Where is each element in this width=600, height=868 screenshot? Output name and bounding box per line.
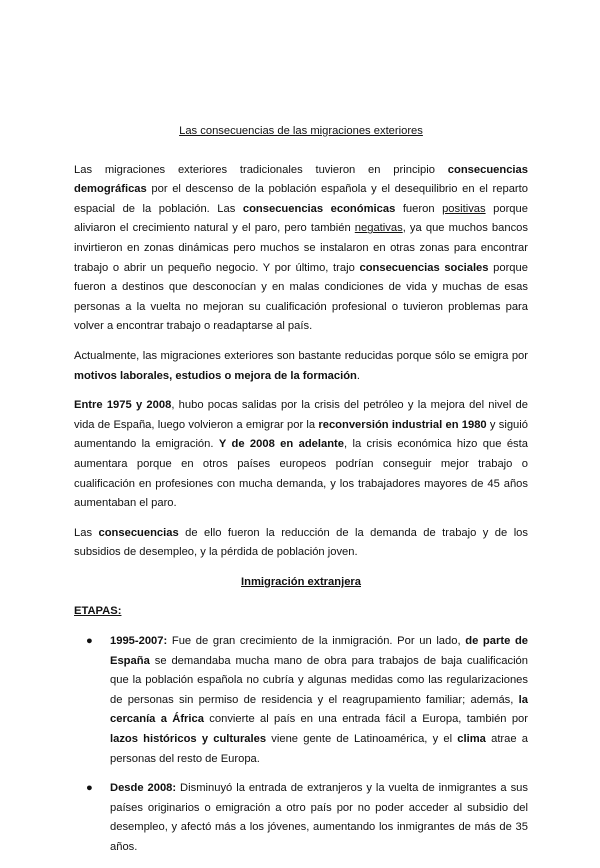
- text: , la crisis económica hizo que ésta aumentara porque en otros países europeos podrían conseguir mejor trabajo o cualificación en profesiones con mucha demanda, y los trabajadores mayores de 45 años aumentaban el paro.: [74, 438, 528, 510]
- text: , ya que muchos bancos invirtieron en zonas dinámicas pero muchos se instalaron en otras zonas para encontrar trabajo o abrir un pequeño negocio. Y por último, trajo: [74, 222, 528, 274]
- bold-text: de parte de España: [110, 635, 528, 667]
- text: y siguió aumentando la emigración.: [74, 418, 528, 451]
- bullet-icon: ●: [86, 635, 93, 648]
- bold-text: Y de 2008 en adelante: [218, 438, 344, 451]
- document-title: Las consecuencias de las migraciones exteriores: [179, 125, 423, 137]
- underlined-text: positivas: [442, 202, 486, 215]
- bold-text: consecuencias sociales: [359, 261, 489, 274]
- bold-text: consecuencias económicas: [242, 202, 396, 215]
- bold-text: motivos laborales, estudios o mejora de la formación: [74, 369, 357, 382]
- text: por el descenso de la población española y el desequilibrio en el reparto espacial de la población. Las: [74, 183, 528, 215]
- bold-text: consecuencias demográficas: [74, 163, 528, 196]
- stages-list: [74, 632, 528, 858]
- text: porque fueron a destinos que desconocían y en malas condiciones de vida y muchas de esas personas a la vuelta no mejoran su cualificación profesional o tuvieron problemas para volver a encontrar trabajo o readaptarse al país.: [74, 261, 528, 333]
- text: convierte al país en una entrada fácil a Europa, también por: [203, 713, 528, 726]
- paragraph-effects: [74, 524, 528, 563]
- section-title-text: Inmigración extranjera: [241, 575, 361, 588]
- bullet-icon: ●: [86, 782, 93, 795]
- bold-text: Desde 2008:: [110, 782, 177, 795]
- bold-text: 1995-2007:: [110, 635, 168, 648]
- text: atrae a personas del resto de Europa.: [110, 733, 529, 765]
- section-title: [74, 573, 528, 593]
- text: Las: [74, 526, 99, 539]
- text: porque aliviaron el crecimiento natural y el paro, pero también: [74, 202, 528, 235]
- bold-text: clima: [457, 733, 486, 746]
- text: fueron: [395, 202, 443, 215]
- text: , hubo pocas salidas por la crisis del petróleo y la mejora del nivel de vida de España, luego volvieron a emigrar por la: [74, 399, 528, 431]
- text: Disminuyó la entrada de extranjeros y la vuelta de inmigrantes a sus países originarios o emigración a otro país por no poder acceder al subsidio del desempleo, y afectó más a los jóvenes, aumentando los inmigrantes de más de 35 años.: [110, 782, 528, 853]
- bold-text: Entre 1975 y 2008: [74, 399, 172, 412]
- paragraph-consequences: [74, 161, 528, 337]
- text: Actualmente, las migraciones exteriores son bastante reducidas porque sólo se emigra por: [74, 349, 528, 362]
- bold-text: consecuencias: [98, 526, 179, 539]
- text: Las migraciones exteriores tradicionales tuvieron en principio: [74, 163, 448, 176]
- text: viene gente de Latinoamérica, y el: [266, 733, 458, 746]
- document-body: [74, 122, 528, 868]
- underlined-text: negativas: [354, 222, 403, 235]
- stages-label: ETAPAS:: [74, 605, 122, 618]
- bold-text: la cercanía a África: [110, 693, 528, 726]
- bold-text: lazos históricos y culturales: [110, 733, 267, 746]
- list-item: [74, 632, 528, 769]
- bold-text: reconversión industrial en 1980: [318, 418, 487, 431]
- list-item: [74, 779, 528, 857]
- paragraph-1975-2008: [74, 396, 528, 514]
- text: se demandaba mucha mano de obra para trabajos de baja cualificación que la población española no cubría y algunas medidas como las regularizaciones de personas sin permiso de residencia y el reagrupamiento familiar; además,: [110, 654, 528, 706]
- text: Fue de gran crecimiento de la inmigración. Por un lado,: [167, 635, 466, 648]
- text: .: [356, 369, 360, 382]
- text: de ello fueron la reducción de la demanda de trabajo y de los subsidios de desempleo, y la pérdida de población joven.: [74, 526, 528, 559]
- paragraph-current: [74, 347, 528, 386]
